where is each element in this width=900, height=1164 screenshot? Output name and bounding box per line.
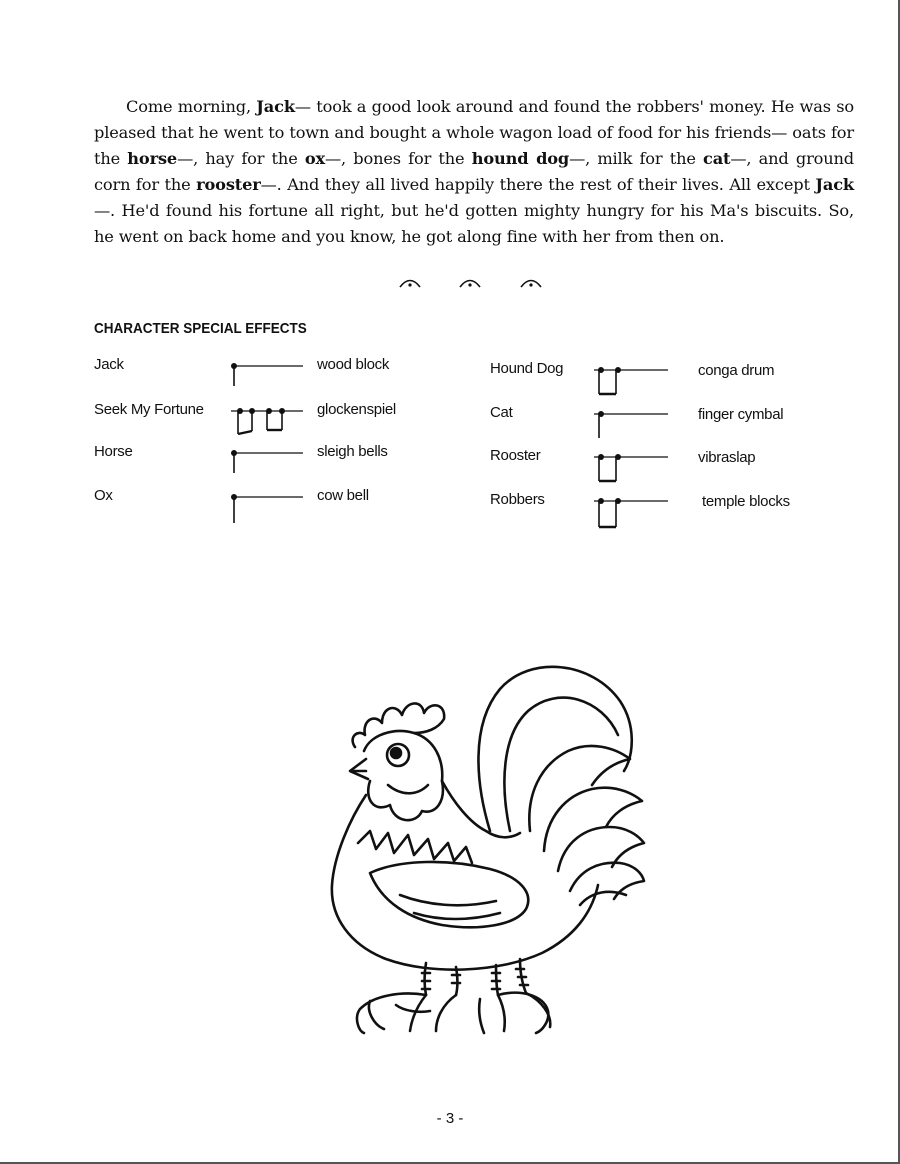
quarter-note-icon xyxy=(227,487,307,527)
quarter-note-icon xyxy=(590,404,670,444)
rooster-illustration xyxy=(330,655,650,1040)
story-text: —, hay for the xyxy=(177,149,305,169)
story-paragraph xyxy=(94,94,854,250)
page-number: - 3 - xyxy=(436,1110,464,1127)
character-name: Horse xyxy=(94,443,133,460)
story-bold-cue: horse xyxy=(127,149,178,169)
character-name: Robbers xyxy=(490,491,545,508)
story-bold-cue: Jack xyxy=(256,97,295,117)
story-text: —, bones for the xyxy=(325,149,472,169)
instrument-name: sleigh bells xyxy=(317,443,388,460)
story-text: —, and ground corn for the xyxy=(94,149,855,195)
story-bold-cue: cat xyxy=(703,149,731,169)
story-bold-cue: rooster xyxy=(196,175,261,195)
instrument-name: temple blocks xyxy=(702,493,790,510)
character-name: Seek My Fortune xyxy=(94,401,204,418)
section-heading: CHARACTER SPECIAL EFFECTS xyxy=(94,320,307,337)
quarter-note-icon xyxy=(227,443,307,477)
eighth-notes-icon xyxy=(227,401,307,435)
instrument-name: conga drum xyxy=(698,362,775,379)
character-name: Hound Dog xyxy=(490,360,564,377)
instrument-name: glockenspiel xyxy=(317,401,396,418)
eighth-notes-icon xyxy=(590,447,670,487)
instrument-name: wood block xyxy=(317,356,390,373)
eighth-notes-icon xyxy=(590,360,670,400)
instrument-name: finger cymbal xyxy=(698,406,784,423)
story-text: —. And they all lived happily there the rest of their lives. All except xyxy=(260,175,816,195)
character-name: Jack xyxy=(94,356,124,373)
eighth-notes-icon xyxy=(590,491,670,531)
fermata-divider xyxy=(395,273,555,295)
character-name: Cat xyxy=(490,404,513,421)
story-text: Come morning, xyxy=(126,97,257,117)
character-name: Rooster xyxy=(490,447,541,464)
story-text: —, milk for the xyxy=(569,149,704,169)
instrument-name: vibraslap xyxy=(698,449,756,466)
story-text: — took a good look around and found the robbers' money. He was so pleased that he went to town and bought a whole wagon load of food for his friends— oats for the xyxy=(94,97,854,169)
quarter-note-icon xyxy=(227,356,307,390)
story-bold-cue: ox xyxy=(304,149,326,169)
story-bold-cue: hound dog xyxy=(471,149,570,169)
character-name: Ox xyxy=(94,487,113,504)
instrument-name: cow bell xyxy=(317,487,369,504)
story-text: —. He'd found his fortune all right, but he'd gotten mighty hungry for his Ma's biscuits. So, he went on back home and you know, he got along fine with her from then on. xyxy=(94,201,854,247)
story-bold-cue: Jack xyxy=(815,175,854,195)
